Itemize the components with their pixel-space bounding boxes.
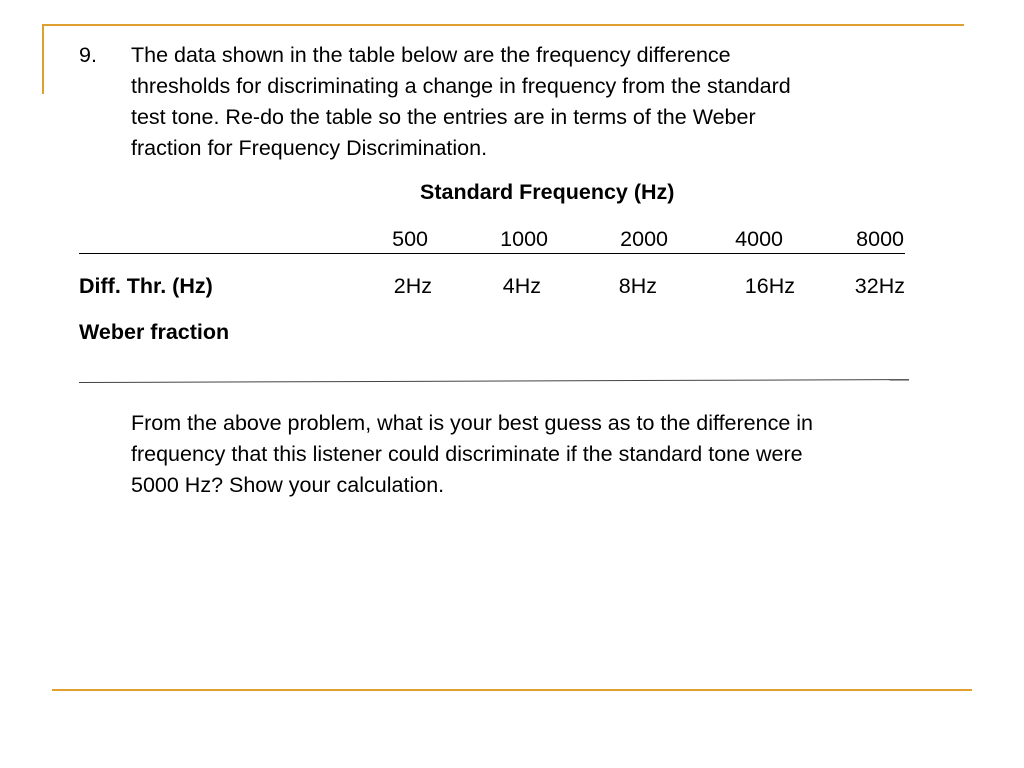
- threshold-cell: 16Hz: [744, 274, 795, 298]
- table-header-title: Standard Frequency (Hz): [420, 180, 675, 204]
- frame-left-line: [42, 24, 44, 94]
- threshold-cell: 8Hz: [618, 274, 657, 298]
- frame-top-line: [42, 24, 964, 26]
- question-text: [131, 40, 791, 164]
- followup-question: [131, 408, 813, 501]
- question-number: 9.: [79, 43, 97, 67]
- question-line: The data shown in the table below are the frequency difference: [131, 43, 731, 67]
- frame-bottom-line: [52, 689, 972, 691]
- question-line: test tone. Re-do the table so the entries are in terms of the Weber: [131, 105, 756, 129]
- row-label-weber-fraction: Weber fraction: [79, 320, 230, 344]
- frequency-cell: 2000: [620, 227, 668, 251]
- question-line: fraction for Frequency Discrimination.: [131, 136, 488, 160]
- threshold-cell: 2Hz: [393, 274, 432, 298]
- question-line: thresholds for discriminating a change in frequency from the standard: [131, 74, 791, 98]
- threshold-cell: 32Hz: [854, 274, 905, 298]
- table-bottom-rule: [79, 379, 909, 383]
- frequency-cell: 500: [392, 227, 428, 251]
- followup-line: From the above problem, what is your best guess as to the difference in: [131, 411, 813, 435]
- frequency-cell: 4000: [735, 227, 783, 251]
- row-label-diff-threshold: Diff. Thr. (Hz): [79, 274, 213, 298]
- frequency-cell: 8000: [856, 227, 904, 251]
- table-top-rule: [79, 253, 905, 254]
- followup-line: 5000 Hz? Show your calculation.: [131, 473, 445, 497]
- threshold-cell: 4Hz: [502, 274, 541, 298]
- followup-line: frequency that this listener could discriminate if the standard tone were: [131, 442, 803, 466]
- frequency-cell: 1000: [500, 227, 548, 251]
